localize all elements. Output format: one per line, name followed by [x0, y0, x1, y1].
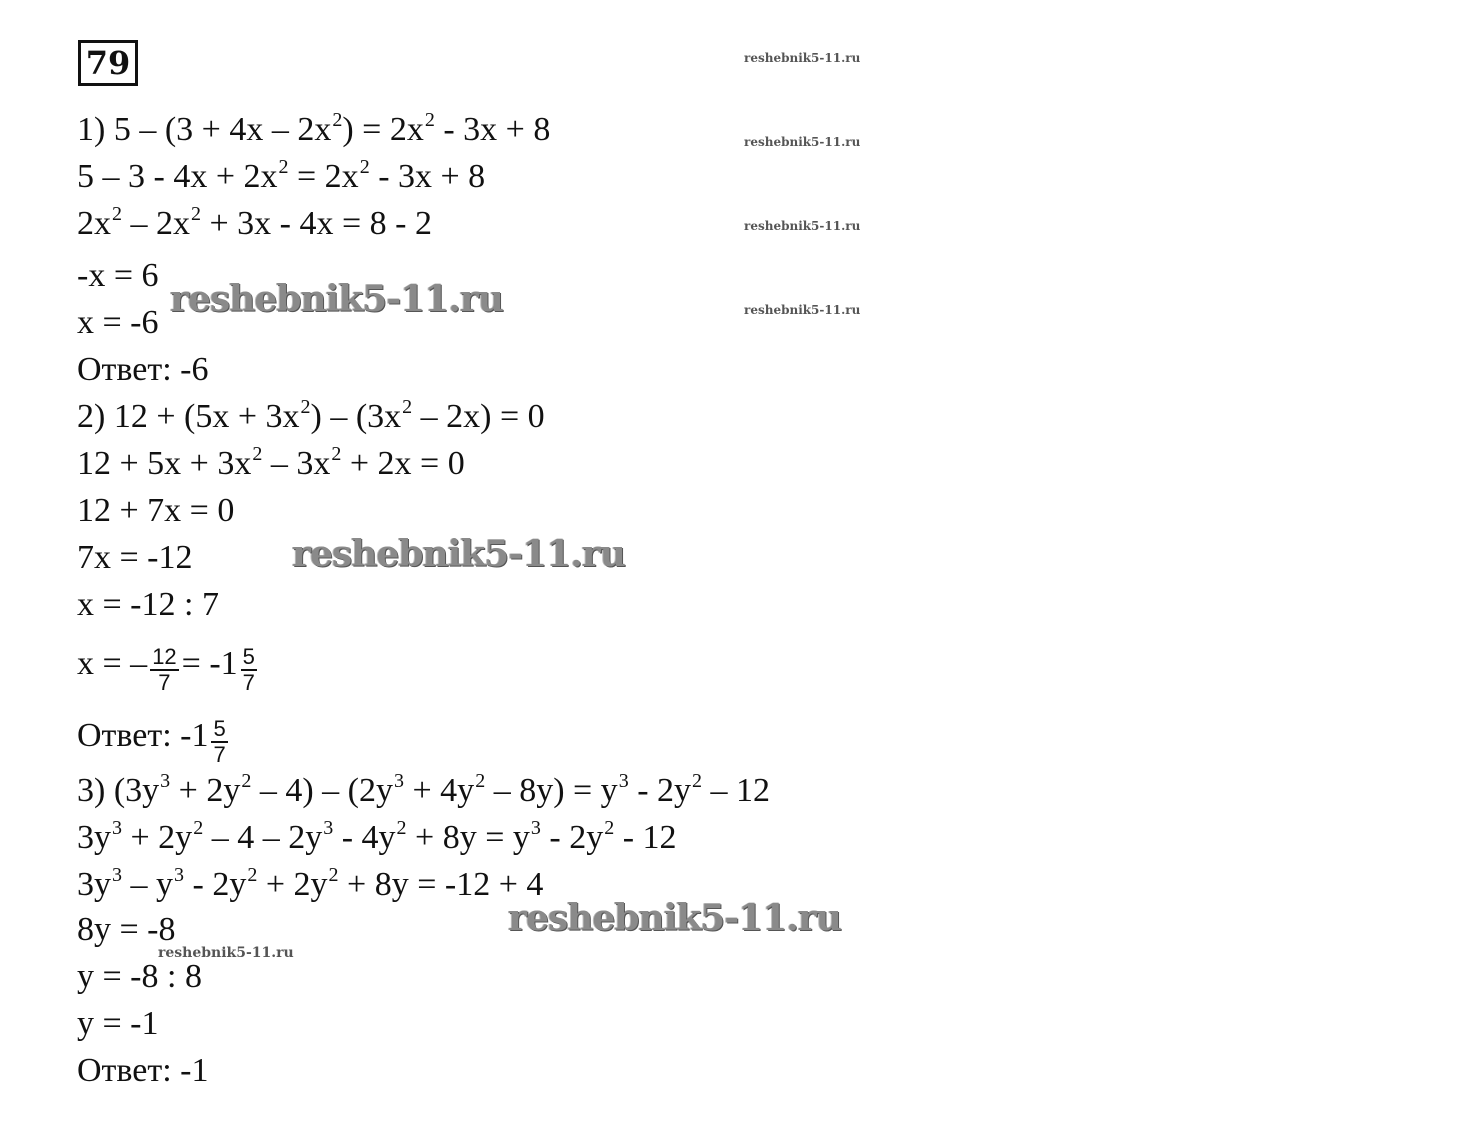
fraction: $\frac{5}{7}$ [213, 716, 226, 767]
watermark-large: reshebnik5-11.ru [170, 278, 503, 320]
watermark-small: reshebnik5-11.ru [744, 135, 861, 149]
answer-line: Ответ: -6 [77, 351, 209, 388]
equation-line: y = -1 [77, 1005, 159, 1042]
equation-line: 7x = -12 [77, 539, 193, 576]
equation-line: x = – $\frac{12}{7}$ = -1 $\frac{5}{7}$ [77, 644, 255, 695]
watermark-small: reshebnik5-11.ru [744, 51, 861, 65]
answer-line: Ответ: -1 [77, 1052, 209, 1089]
equation-line: $3y^3 - y^3 - 2y^2 + 2y^2 + 8y = -12 + 4$ [77, 864, 544, 903]
equation-line: $5 - 3 - 4x + 2x^2 = 2x^2 - 3x + 8$ [77, 156, 486, 195]
equation-line: x = -12 : 7 [77, 586, 219, 623]
watermark-large: reshebnik5-11.ru [508, 897, 841, 939]
fraction: $\frac{5}{7}$ [242, 644, 255, 695]
problem-number: 79 [78, 40, 138, 86]
equation-line: 1) $5 - (3 + 4x - 2x^2) = 2x^2 - 3x + 8$ [77, 109, 551, 148]
equation-line: 2) $12 + (5x + 3x^2) - (3x^2 - 2x) = 0$ [77, 396, 545, 435]
equation-line: y = -8 : 8 [77, 958, 202, 995]
equation-line: 12 + 7x = 0 [77, 492, 235, 529]
watermark-small: reshebnik5-11.ru [744, 303, 861, 317]
equation-line: 8y = -8 [77, 911, 176, 948]
fraction: $\frac{12}{7}$ [152, 644, 177, 695]
watermark-small: reshebnik5-11.ru [744, 219, 861, 233]
equation-line: -x = 6 [77, 257, 159, 294]
watermark-small: reshebnik5-11.ru [158, 945, 294, 961]
watermark-large: reshebnik5-11.ru [292, 533, 625, 575]
answer-line: Ответ: -1 $\frac{5}{7}$ [77, 716, 226, 767]
equation-line: $12 + 5x + 3x^2 - 3x^2 + 2x = 0$ [77, 443, 465, 482]
equation-line: 3) $(3y^3 + 2y^2 - 4) - (2y^3 + 4y^2 - 8y) = y^3 - 2y^2 - 12$ [77, 770, 771, 809]
equation-line: $3y^3 + 2y^2 - 4 - 2y^3 - 4y^2 + 8y = y^3 - 2y^2 - 12$ [77, 817, 677, 856]
equation-line: x = -6 [77, 304, 159, 341]
equation-line: $2x^2 - 2x^2 + 3x - 4x = 8 - 2$ [77, 203, 432, 242]
